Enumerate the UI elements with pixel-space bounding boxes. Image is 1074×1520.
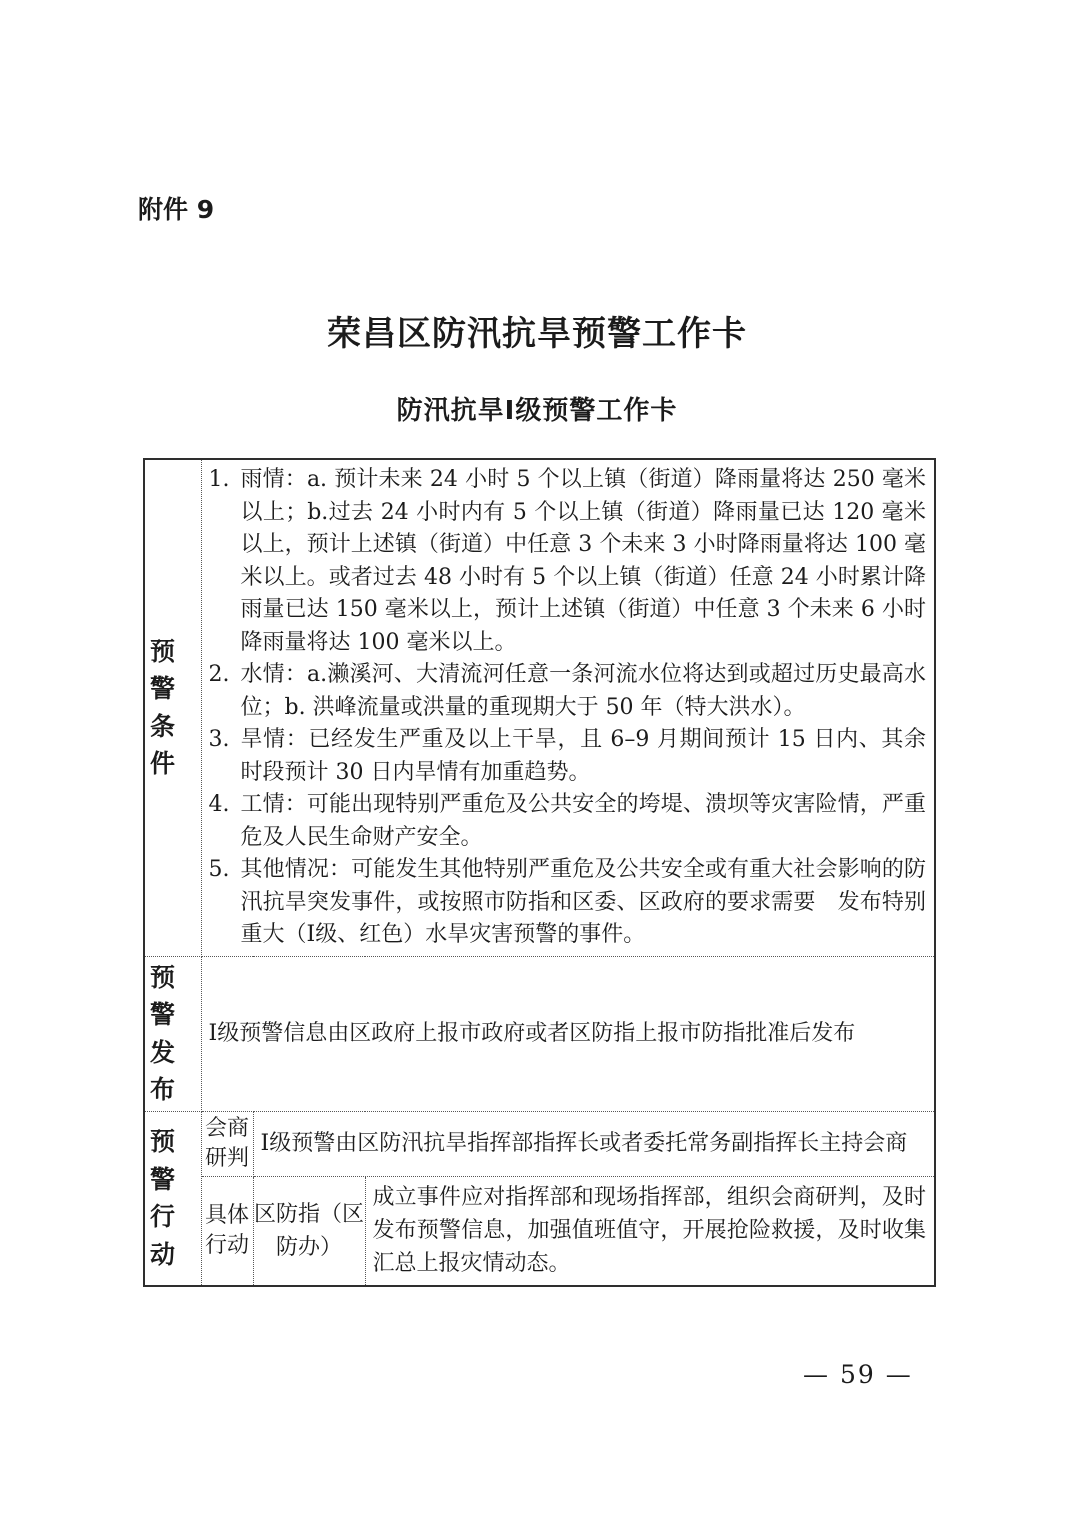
condition-item [209, 659, 927, 724]
sublabel-consultation: 会商研判 [201, 1111, 253, 1176]
item-number: 3. [208, 727, 230, 752]
table-row [144, 956, 935, 1111]
document-subtitle: 防汛抗旱Ⅰ级预警工作卡 [396, 396, 678, 426]
item-number: 5. [208, 857, 230, 882]
table-row [144, 459, 935, 956]
consultation-text: Ⅰ级预警由区防汛抗旱指挥部指挥长或者委托常务副指挥长主持会商 [253, 1111, 935, 1176]
document-title: 荣昌区防汛抗旱预警工作卡 [327, 314, 747, 354]
condition-item [209, 789, 927, 854]
item-number: 1. [208, 467, 230, 492]
condition-item [209, 724, 927, 789]
item-number: 4. [208, 792, 230, 817]
item-text: 雨情：a. 预计未来 24 小时 5 个以上镇（街道）降雨量将达 250 毫米以上；b.过去 24 小时内有 5 个以上镇（街道）降雨量已达 120 毫米以上，预计上述镇（街道）中任意 3 个未来 3 小时降雨量将达 100 毫米以上。或者过去 48 小时有 5 个以上镇（街道）任意 24 小时累计降雨量已达 150 毫米以上，预计上述镇（街道）中任意 3 个未来 6 小时降雨量将达 100 毫米以上。 [240, 467, 926, 655]
item-text: 水情：a.濑溪河、大清流河任意一条河流水位将达到或超过历史最高水位；b. 洪峰流量或洪量的重现期大于 50 年（特大洪水）。 [240, 662, 926, 720]
org-cell: 区防指（区防办） [253, 1176, 365, 1286]
row-label-warning-actions: 预警行动 [144, 1111, 201, 1286]
item-text: 旱情：已经发生严重及以上干旱，且 6–9 月期间预计 15 日内、其余时段预计 30 日内旱情有加重趋势。 [240, 727, 926, 785]
table-row [144, 1111, 935, 1176]
condition-item [209, 464, 927, 659]
sublabel-specific-actions: 具体行动 [201, 1176, 253, 1286]
specific-actions-text: 成立事件应对指挥部和现场指挥部，组织会商研判，及时发布预警信息，加强值班值守，开展抢险救援，及时收集汇总上报灾情动态。 [365, 1176, 935, 1286]
item-text: 其他情况：可能发生其他特别严重危及公共安全或有重大社会影响的防汛抗旱突发事件，或按照市防指和区委、区政府的要求需要 发布特别重大（Ⅰ级、红色）水旱灾害预警的事件。 [240, 857, 926, 947]
warning-release-text: Ⅰ级预警信息由区政府上报市政府或者区防指上报市防指批准后发布 [201, 956, 935, 1111]
attachment-label: 附件 9 [138, 195, 215, 224]
row-label-warning-release: 预警发布 [144, 956, 201, 1111]
item-number: 2. [208, 662, 230, 687]
table-row [144, 1176, 935, 1286]
condition-item [209, 854, 927, 952]
row-label-warning-conditions: 预警条件 [144, 459, 201, 956]
item-text: 工情：可能出现特别严重危及公共安全的垮堤、溃坝等灾害险情，严重危及人民生命财产安全。 [240, 792, 926, 850]
page-number: — 59 — [803, 1360, 913, 1389]
warning-card-table [143, 458, 936, 1287]
warning-conditions-cell [201, 459, 935, 956]
